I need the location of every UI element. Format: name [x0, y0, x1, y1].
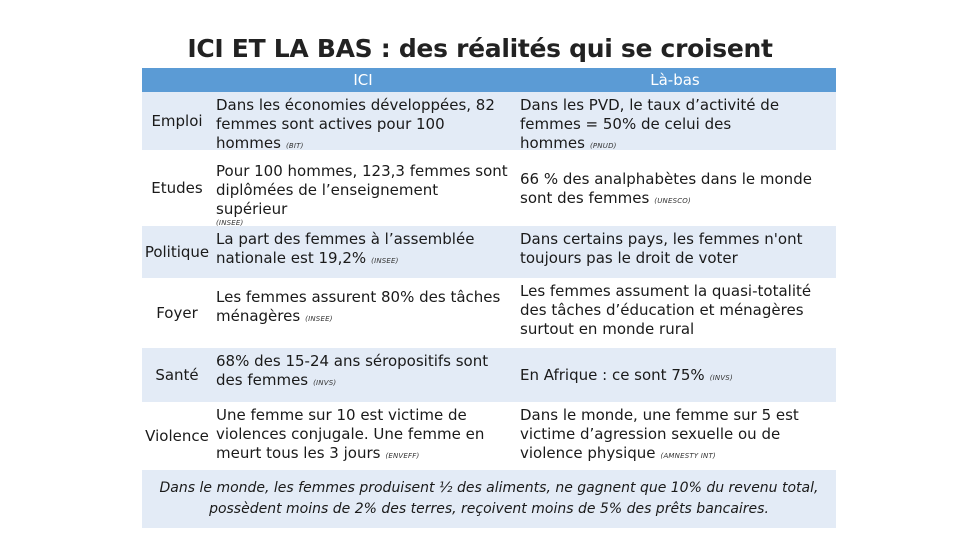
ici-text: Une femme sur 10 est victime de violences conjugale. Une femme en meurt tous les 3 jours — [216, 406, 485, 462]
labas-text: Dans le monde, une femme sur 5 est victime d’agression sexuelle ou de violence physique — [520, 406, 799, 462]
ici-source: (BIT) — [285, 142, 304, 150]
labas-source: (AMNESTY INT) — [660, 452, 716, 460]
row-label: Foyer — [156, 303, 198, 322]
table-row — [142, 402, 836, 470]
labas-cell — [516, 348, 836, 402]
ici-cell — [212, 348, 516, 402]
labas-source: (UNESCO) — [654, 197, 691, 205]
labas-cell — [516, 226, 836, 278]
table-header — [142, 68, 836, 92]
ici-source: (INVS) — [313, 379, 337, 387]
labas-text: En Afrique : ce sont 75% — [520, 366, 705, 384]
ici-text: Pour 100 hommes, 123,3 femmes sont diplômées de l’enseignement supérieur — [216, 162, 508, 218]
row-label: Violence — [145, 426, 209, 445]
labas-cell — [516, 92, 836, 150]
labas-text: Dans certains pays, les femmes n'ont toujours pas le droit de voter — [520, 230, 803, 267]
table-row — [142, 226, 836, 278]
labas-text: 66 % des analphabètes dans le monde sont des femmes — [520, 170, 812, 207]
row-label: Emploi — [151, 111, 203, 130]
labas-cell — [516, 402, 836, 470]
ici-source: (ENVEFF) — [385, 452, 420, 460]
table-row — [142, 278, 836, 348]
table-row — [142, 348, 836, 402]
labas-cell — [516, 278, 836, 348]
comparison-table — [142, 68, 836, 528]
ici-cell — [212, 92, 516, 150]
ici-text: Les femmes assurent 80% des tâches ménagères — [216, 288, 501, 325]
labas-source: (PNUD) — [589, 142, 617, 150]
ici-source: (INSEE) — [216, 219, 244, 227]
ici-source: (INSEE) — [371, 257, 399, 265]
header-labas: Là-bas — [650, 71, 700, 89]
ici-cell — [212, 278, 516, 348]
labas-source: (INVS) — [709, 374, 733, 382]
table-row — [142, 150, 836, 226]
labas-text: Les femmes assument la quasi-totalité des tâches d’éducation et ménagères surtout en monde rural — [520, 282, 812, 338]
ici-cell — [212, 150, 516, 226]
ici-text: 68% des 15-24 ans séropositifs sont des femmes — [216, 352, 489, 389]
ici-text: Dans les économies développées, 82 femmes sont actives pour 100 hommes — [216, 96, 495, 152]
header-ici: ICI — [353, 71, 373, 89]
table-row — [142, 92, 836, 150]
row-label: Etudes — [151, 178, 203, 197]
footer-note: Dans le monde, les femmes produisent ½ des aliments, ne gagnent que 10% du revenu total, possèdent moins de 2% des terres, reçoivent moins de 5% des prêts bancaires. — [142, 470, 836, 528]
ici-cell — [212, 226, 516, 278]
labas-cell — [516, 150, 836, 226]
row-label: Politique — [144, 242, 210, 261]
row-label: Santé — [155, 365, 199, 384]
ici-source: (INSEE) — [305, 315, 333, 323]
page-title: ICI ET LA BAS : des réalités qui se croisent — [187, 34, 773, 63]
ici-cell — [212, 402, 516, 470]
ici-text: La part des femmes à l’assemblée nationale est 19,2% — [216, 230, 475, 267]
labas-text: Dans les PVD, le taux d’activité de femmes = 50% de celui des hommes — [520, 96, 780, 152]
